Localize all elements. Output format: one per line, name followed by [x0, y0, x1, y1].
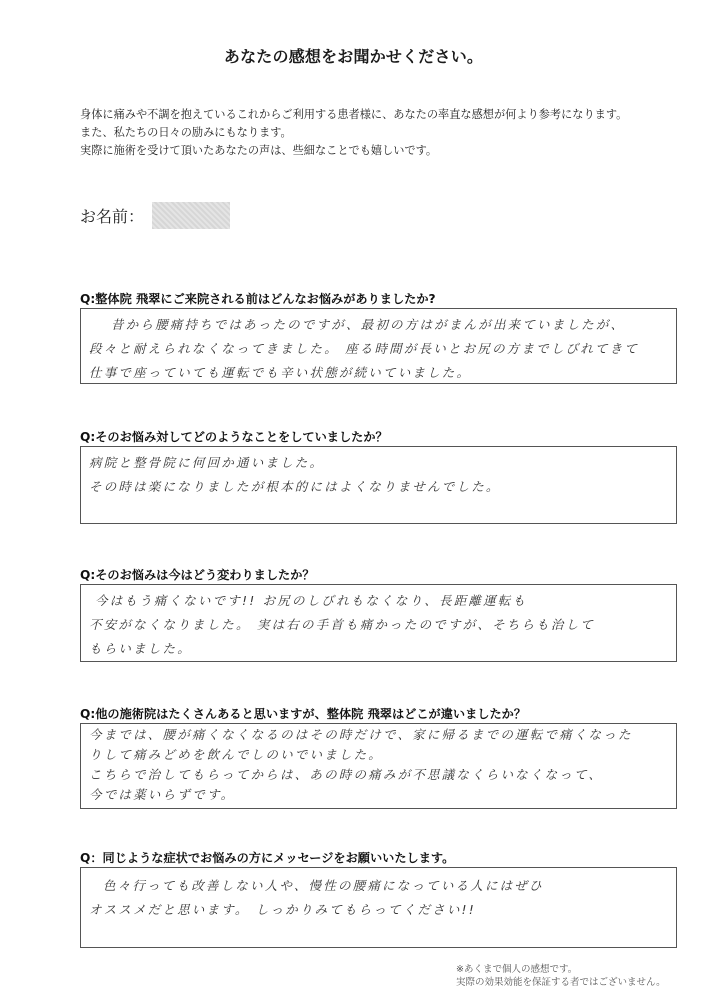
answer-line: オススメだと思います。 しっかりみてもらってください!! — [89, 902, 476, 917]
intro-line: 身体に痛みや不調を抱えているこれからご利用する患者様に、あなたの率直な感想が何より参考になります。 — [80, 108, 628, 121]
answer-line: 色々行っても改善しない人や、慢性の腰痛になっている人にはぜひ — [103, 878, 544, 893]
answer-line: 段々と耐えられなくなってきました。 座る時間が長いとお尻の方までしびれてきて — [89, 341, 640, 356]
answer-line: 仕事で座っていても運転でも辛い状態が続いていました。 — [89, 365, 472, 380]
answer-line: もらいました。 — [89, 641, 192, 656]
intro-line: 実際に施術を受けて頂いたあなたの声は、些細なことでも嬉しいです。 — [80, 144, 438, 157]
intro-text — [80, 106, 627, 160]
page-title: あなたの感想をお聞かせください。 — [223, 47, 484, 66]
intro-line: また、私たちの日々の励みにもなります。 — [80, 126, 292, 139]
answer-line: 今はもう痛くないです!! お尻のしびれもなくなり、長距離運転も — [95, 593, 528, 608]
name-field-redacted — [152, 202, 230, 229]
name-label: お名前： — [80, 207, 145, 226]
answer-line: 不安がなくなりました。 実は右の手首も痛かったのですが、そちらも治して — [89, 617, 595, 632]
disclaimer-line: 実際の効果効能を保証する者ではございません。 — [456, 977, 666, 988]
answer-line: りして痛みどめを飲んでしのいでいました。 — [89, 747, 384, 762]
question-1: Q:整体院 飛翠にご来院される前はどんなお悩みがありましたか? — [80, 292, 436, 306]
question-5: Q：同じような症状でお悩みの方にメッセージをお願いいたします。 — [80, 851, 455, 865]
disclaimer — [456, 963, 666, 989]
question-4: Q:他の施術院はたくさんあると思いますが、整体院 飛翠はどこが違いましたか？ — [80, 707, 527, 721]
answer-box-4 — [80, 723, 677, 809]
answer-line: その時は楽になりましたが根本的にはよくなりませんでした。 — [89, 479, 501, 494]
answer-line: 今までは、腰が痛くなくなるのはその時だけで、家に帰るまでの運転で痛くなった — [89, 727, 633, 742]
name-row — [80, 202, 230, 229]
question-2: Q:そのお悩み対してどのようなことをしていましたか？ — [80, 430, 388, 444]
answer-line: 昔から腰痛持ちではあったのですが、最初の方はがまんが出来ていましたが、 — [111, 317, 626, 332]
answer-box-5 — [80, 867, 677, 948]
answer-box-3 — [80, 584, 677, 662]
disclaimer-line: ※あくまで個人の感想です。 — [456, 964, 578, 975]
answer-box-2 — [80, 446, 677, 524]
answer-box-1 — [80, 308, 677, 384]
question-3: Q:そのお悩みは今はどう変わりましたか？ — [80, 568, 315, 582]
answer-line: こちらで治してもらってからは、あの時の痛みが不思議なくらいなくなって、 — [89, 767, 604, 782]
answer-line: 今では薬いらずです。 — [89, 787, 236, 802]
answer-line: 病院と整骨院に何回か通いました。 — [89, 455, 325, 470]
